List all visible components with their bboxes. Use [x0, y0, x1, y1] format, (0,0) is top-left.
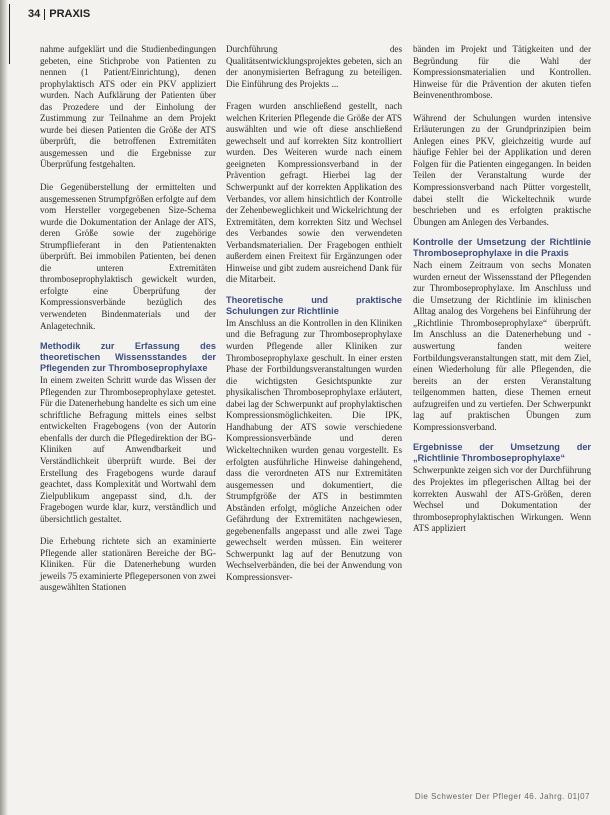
page-binding-shadow [0, 0, 8, 815]
binding-edge-line [9, 4, 10, 64]
section-heading: Theoretische und praktische Schulungen zur Richtlinie [226, 294, 402, 316]
body-paragraph: nahme aufgeklärt und die Studienbedingungen gebeten, eine Stichprobe von Patienten zu nennen (1 Patient/Einrichtung), denen prophylaktisch ATS oder ein PKV appliziert wurden. Nach Aufklärung der Patienten über das Prozedere und der Einholung der Zustimmung zur Teilnahme an dem Projekt wurde bei diesen Patienten die Größe der ATS überprüft, die betroffenen Extremitäten ausgemessen und die Ergebnisse zur Überprüfung festgehalten. [40, 44, 216, 170]
page-header [28, 8, 90, 20]
body-paragraph: Durchführung des Qualitätsentwicklungsprojektes gebeten, sich an der anonymisierten Befragung zu beteiligen. Die Einführung des Projekts ... [226, 44, 402, 89]
body-paragraph: Während der Schulungen wurden intensive Erläuterungen zu der Grundprinzipien beim Anlegen eines PKV, gleichzeitig wurde auf häufige Fehler bei der Applikation und deren Folgen für die Patienten eingegangen. In beiden Teilen der Veranstaltung wurde der Kompressionsverband nach Pütter vorgestellt, dabei stellt die Wickeltechnik wurde beschrieben und es erfolgten praktische Übungen am Anlegen des Verbandes. [413, 112, 591, 227]
page-footer: Die Schwester Der Pfleger 46. Jahrg. 01|07 [414, 792, 590, 801]
section-title: PRAXIS [49, 8, 91, 20]
section-heading: Methodik zur Erfassung des theoretischen Wissensstandes der Pflegenden zur Thromboseprophylaxe [40, 341, 216, 374]
body-paragraph: Die Erhebung richtete sich an examinierte Pflegende aller stationären Bereiche der BG-Kliniken. Für die Datenerhebung wurden jeweils 75 examinierte Pflegepersonen von zwei ausgewählten Stationen [40, 536, 217, 593]
page-number: 34 [28, 8, 41, 20]
body-paragraph: Nach einem Zeitraum von sechs Monaten wurden erneut der Wissensstand der Pflegenden zur Thromboseprophylaxe. Im Anschluss und die Umsetzung der Richtlinie im klinischen Alltag analog des Vorgehens bei Einführung der „Richtlinie Thromboseprophylaxe“ überprüft. Im Anschluss an die Datenerhebung und -auswertung fanden weitere Fortbildungsveranstaltungen statt, mit dem Ziel, einen Wiederholung für alle Pflegenden, die bereits an der ersten Veranstaltung teilgenommen hatten, diese Themen erneut aufzugreifen und zu vertiefen. Der Schwerpunkt lag auf praktischen Übungen zum Kompressionsverband. [413, 260, 591, 432]
body-paragraph: Schwerpunkte zeigen sich vor der Durchführung des Projektes im pflegerischen Alltag bei der korrekten Auswahl der ATS-Größen, deren Wechsel und Dokumentation der thromboseprophylaktischen Wirkungen. Wenn ATS appliziert [413, 465, 591, 534]
body-paragraph: Die Gegenüberstellung der ermittelten und ausgemessenen Strumpfgrößen erfolgte auf dem vom Hersteller vorgegebenen Size-Schema wurde die Dokumentation der Anlage der ATS, deren Größe sowie der zugehörige Strumpflieferant in den Patientenakten überprüft. Bei immobilen Patienten, bei denen die unteren Extremitäten thromboseprophylaktisch gewickelt wurden, erfolgte eine Überprüfung der Kompressionsverbände bezüglich des verwendeten Bindenmaterials und der Anlagetechnik. [40, 182, 216, 331]
text-column-2 [226, 44, 402, 584]
body-paragraph: bänden im Projekt und Tätigkeiten und der Begründung für die Wahl der Kompressionsmaterialien und Kontrollen. Hinweise für die Prävention der akuten tiefen Beinvenenthrombose. [413, 44, 591, 101]
body-paragraph: Fragen wurden anschließend gestellt, nach welchen Kriterien Pflegende die Größe der ATS auswählten und wie oft diese anschließend gewechselt und auf korrekten Sitz kontrolliert wurden. Des Weiteren wurde nach einem geeigneten Kompressionsverband in der Prävention gefragt. Hierbei lag der Schwerpunkt auf der korrekten Applikation des Verbandes, vor allem hinsichtlich der Kontrolle der Zehenbeweglichkeit und Wickelrichtung der Extremitäten, dem korrekten Sitz und Wechsel des Verbandes sowie den verwendeten Verbandsmaterialien. Der Fragebogen enthielt außerdem einen Freitext für Ergänzungen oder Hinweise und gibt zudem ausreichend Dank für die Mitarbeit. [226, 101, 402, 285]
body-paragraph: Im Anschluss an die Kontrollen in den Kliniken und die Befragung zur Thromboseprophylaxe wurden Pflegende aller Kliniken zur Thromboseprophylaxe geschult. In einer ersten Phase der Fortbildungsveranstaltungen wurden die wichtigsten Gesichtspunkte zur physikalischen Thromboseprophylaxe erläutert, dabei lag der Schwerpunkt auf prophylaktischen Kompressionsmöglichkeiten. Die IPK, Handhabung der ATS sowie verschiedene Kompressionsverbände und deren Wickeltechniken wurden genau vorgestellt. Es erfolgten ausführliche Hinweise dahingehend, dass die verordneten ATS nur Extremitäten ausgemessen und dokumentiert, die Strumpfgröße der ATS in bestimmten Abständen erfolgt, mögliche Anzeichen oder Gefährdung der Extremitäten nachgewiesen, gegebenenfalls angepasst und alle zwei Tage gewechselt werden müssen. Ein weiterer Schwerpunkt lag auf der Benutzung von Wechselverbänden, die bei der Anwendung von Kompressionsver- [226, 317, 403, 582]
header-separator [44, 9, 45, 20]
section-heading: Kontrolle der Umsetzung der Richtlinie Thromboseprophylaxe in die Praxis [413, 237, 591, 259]
section-heading: Ergebnisse der Umsetzung der „Richtlinie Thromboseprophylaxe“ [413, 442, 591, 464]
body-paragraph: In einem zweiten Schritt wurde das Wissen der Pflegenden zur Thromboseprophylaxe getestet. Für die Datenerhebung handelte es sich um eine schriftliche Befragung mittels eines selbst entwickelten Fragebogens (von der Autorin ebenfalls der durch die Pflegedirektion der BG-Kliniken auf Anwendbarkeit und Verständlichkeit überprüft wurde. Bei der Erstellung des Fragebogens wurde darauf geachtet, dass Komplexität und Wortwahl dem Zielpublikum angepasst sind, d.h. der Fragebogen wurde klar, kurz, verständlich und übersichtlich gestaltet. [40, 375, 216, 524]
text-column-1 [40, 44, 216, 594]
text-column-3 [413, 44, 591, 535]
